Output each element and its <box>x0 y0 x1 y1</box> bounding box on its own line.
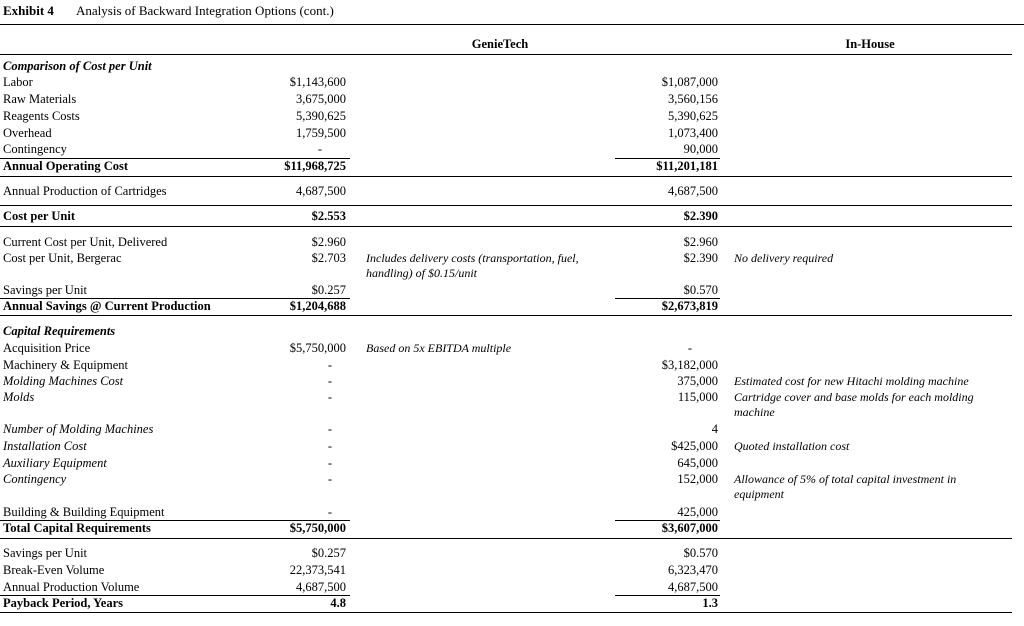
row-label: Raw Materials <box>3 92 77 106</box>
inhouse-value: 5,390,625 <box>668 109 718 123</box>
building-inhouse: 425,000 <box>677 505 718 519</box>
header-rule <box>0 54 1012 55</box>
annual-operating-cost-inhouse: $11,201,181 <box>656 159 718 173</box>
payback-period-inhouse: 1.3 <box>702 596 718 610</box>
machinery-inhouse: $3,182,000 <box>661 358 718 372</box>
payback-period-geniétech: 4.8 <box>330 596 346 610</box>
installation-label: Installation Cost <box>3 439 87 453</box>
acquisition-price-geniétech: $5,750,000 <box>289 341 346 355</box>
section-title-capital: Capital Requirements <box>3 324 116 338</box>
bergerac-cost-geniétech: $2.703 <box>311 251 346 265</box>
savings-per-unit-inhouse: $0.570 <box>683 283 718 297</box>
inhouse-value: 1,073,400 <box>668 126 718 140</box>
num-machines-label: Number of Molding Machines <box>3 422 154 436</box>
ebitda-note: Based on 5x EBITDA multiple <box>366 341 512 355</box>
delivery-cost-note: Includes delivery costs (transportation, fuel, handling) of $0.15/unit <box>366 251 579 280</box>
row-label: Labor <box>3 75 33 89</box>
molding-cost-inhouse: 375,000 <box>677 374 718 388</box>
rule <box>0 176 1012 177</box>
annual-savings-geniétech: $1,204,688 <box>289 299 346 313</box>
annual-production-inhouse: 4,687,500 <box>668 184 718 198</box>
section-title-cost: Comparison of Cost per Unit <box>3 59 152 73</box>
production-volume-inhouse: 4,687,500 <box>668 580 718 594</box>
payback-savings-label: Savings per Unit <box>3 546 88 560</box>
building-label: Building & Building Equipment <box>3 505 165 519</box>
annual-savings-label: Annual Savings @ Current Production <box>3 299 211 313</box>
num-machines-geniétech: - <box>327 422 333 436</box>
installation-note: Quoted installation cost <box>734 439 850 453</box>
cost-per-unit-inhouse: $2.390 <box>683 209 718 223</box>
molding-cost-label: Molding Machines Cost <box>3 374 124 388</box>
annual-savings-inhouse: $2,673,819 <box>661 299 718 313</box>
column-header-inhouse: In-House <box>845 37 895 51</box>
geniétech-value: 5,390,625 <box>296 109 346 123</box>
installation-geniétech: - <box>327 439 333 453</box>
rule <box>0 205 1012 206</box>
current-cost-inhouse: $2.960 <box>683 235 718 249</box>
savings-per-unit-geniétech: $0.257 <box>311 283 346 297</box>
exhibit-title: Analysis of Backward Integration Options (cont.) <box>76 3 334 18</box>
rule <box>0 315 1012 316</box>
current-cost-label: Current Cost per Unit, Delivered <box>3 235 168 249</box>
production-volume-label: Annual Production Volume <box>3 580 140 594</box>
building-geniétech: - <box>327 505 333 519</box>
inhouse-value: 3,560,156 <box>668 92 718 106</box>
row-label: Contingency <box>3 142 67 156</box>
capital-contingency-inhouse: 152,000 <box>677 472 718 486</box>
machinery-geniétech: - <box>327 358 333 372</box>
geniétech-value: 1,759,500 <box>296 126 346 140</box>
num-machines-inhouse: 4 <box>711 422 718 436</box>
rule <box>0 538 1012 539</box>
geniétech-value: 3,675,000 <box>296 92 346 106</box>
row-label: Overhead <box>3 126 52 140</box>
molding-cost-geniétech: - <box>327 374 333 388</box>
bergerac-cost-label: Cost per Unit, Bergerac <box>3 251 122 265</box>
payback-period-label: Payback Period, Years <box>3 596 124 610</box>
breakeven-geniétech: 22,373,541 <box>289 563 346 577</box>
hitachi-note: Estimated cost for new Hitachi molding machine <box>734 374 969 388</box>
auxiliary-label: Auxiliary Equipment <box>3 456 107 470</box>
total-capital-inhouse: $3,607,000 <box>661 521 718 535</box>
machinery-label: Machinery & Equipment <box>3 358 128 372</box>
cost-per-unit-geniétech: $2.553 <box>311 209 346 223</box>
exhibit-label: Exhibit 4 <box>3 3 54 18</box>
auxiliary-inhouse: 645,000 <box>677 456 718 470</box>
production-volume-geniétech: 4,687,500 <box>296 580 346 594</box>
breakeven-label: Break-Even Volume <box>3 563 105 577</box>
current-cost-geniétech: $2.960 <box>311 235 346 249</box>
acquisition-price-inhouse: - <box>687 341 693 355</box>
molds-note: Cartridge cover and base molds for each molding machine <box>734 390 974 419</box>
column-header-genietech: GenieTech <box>471 37 529 51</box>
molds-inhouse: 115,000 <box>677 390 718 404</box>
savings-per-unit-label: Savings per Unit <box>3 283 88 297</box>
total-capital-label: Total Capital Requirements <box>3 521 151 535</box>
total-capital-geniétech: $5,750,000 <box>289 521 346 535</box>
no-delivery-note: No delivery required <box>734 251 834 265</box>
annual-production-geniétech: 4,687,500 <box>296 184 346 198</box>
annual-production-label: Annual Production of Cartridges <box>3 184 167 198</box>
bergerac-cost-inhouse: $2.390 <box>683 251 718 265</box>
molds-geniétech: - <box>327 390 333 404</box>
inhouse-value: $1,087,000 <box>661 75 718 89</box>
payback-savings-inhouse: $0.570 <box>683 546 718 560</box>
payback-savings-geniétech: $0.257 <box>311 546 346 560</box>
allowance-note: Allowance of 5% of total capital investment in equipment <box>734 472 957 501</box>
rule <box>0 226 1012 227</box>
rule <box>0 612 1012 613</box>
breakeven-inhouse: 6,323,470 <box>668 563 718 577</box>
annual-operating-cost-label: Annual Operating Cost <box>3 159 129 173</box>
auxiliary-geniétech: - <box>327 456 333 470</box>
capital-contingency-geniétech: - <box>327 472 333 486</box>
cost-per-unit-label: Cost per Unit <box>3 209 75 223</box>
row-label: Reagents Costs <box>3 109 80 123</box>
installation-inhouse: $425,000 <box>671 439 718 453</box>
title-rule <box>0 24 1024 25</box>
annual-operating-cost-geniétech: $11,968,725 <box>284 159 346 173</box>
geniétech-value: $1,143,600 <box>289 75 346 89</box>
molds-label: Molds <box>3 390 35 404</box>
acquisition-price-label: Acquisition Price <box>3 341 91 355</box>
geniétech-value: - <box>317 142 323 156</box>
capital-contingency-label: Contingency <box>3 472 67 486</box>
inhouse-value: 90,000 <box>683 142 718 156</box>
